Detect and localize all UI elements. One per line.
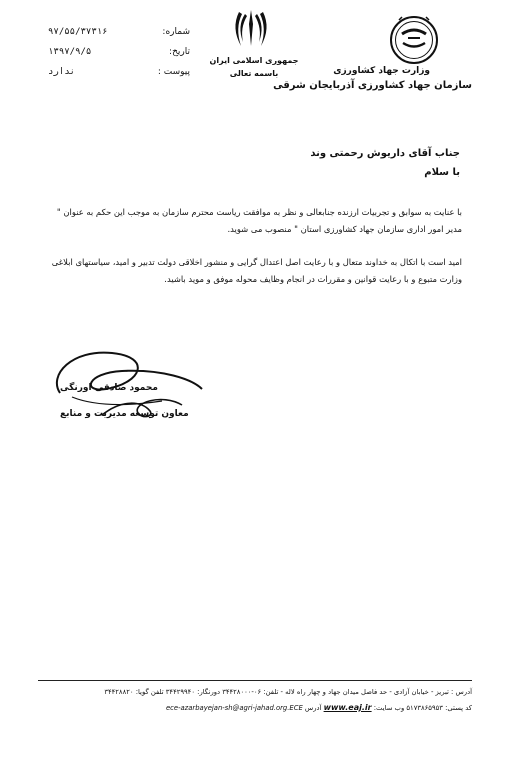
attachment-label: پیوست : <box>157 67 190 77</box>
basmala: باسمه تعالی <box>229 69 279 78</box>
date-value: ۱۳۹۷/۹/۵ <box>48 47 92 57</box>
greeting: با سلام <box>424 167 460 178</box>
jihad-keshavarzi-logo <box>388 12 440 68</box>
number-label: شماره: <box>162 27 190 37</box>
republic-caption: جمهوری اسلامی ایران <box>209 56 299 65</box>
number-value: ۹۷/۵۵/۳۷۳۱۶ <box>48 27 108 37</box>
footer-website-link[interactable]: www.eaj.ir <box>323 703 372 712</box>
footer-contact <box>40 703 472 712</box>
signer-title: معاون توسعه مدیریت و منابع <box>60 409 189 419</box>
letter-date-row <box>40 47 190 63</box>
footer-address: آدرس : تبریز - خیابان آزادی - حد فاصل میدان جهاد و چهار راه لاله - تلفن: ۰۶-۳۴۴۲۸۰۰۰ دورنگار: ۳۴۴۲۹۹۴۰ تلفن گویا: ۳۴۴۲۸۸۲۰ <box>104 688 472 696</box>
signer-name: محمود صادقی اورنگی <box>60 383 158 393</box>
letter-number-row <box>40 27 190 43</box>
addressee: جناب آقای داریوش رحمتی وند <box>310 148 460 159</box>
footer-email-label: آدرس <box>304 704 322 712</box>
footer-divider <box>38 680 472 681</box>
iran-emblem <box>231 6 271 50</box>
body-paragraph-1: با عنایت به سوابق و تجربیات ارزنده جنابعالی و نظر به موافقت ریاست محترم سازمان به موجب این حکم به عنوان " مدیر امور اداری سازمان جهاد کشاورزی استان " منصوب می شوید. <box>56 207 462 234</box>
organization-name: سازمان جهاد کشاورزی آذربایجان شرقی <box>273 80 472 91</box>
footer-postal: کد پستی: ۵۱۷۳۸۶۵۹۵۳ وب سایت: <box>373 704 472 712</box>
body-paragraph-2: امید است با اتکال به خداوند متعال و با رعایت اصل اعتدال گرایی و منشور اخلاقی دولت تدبیر و امید، سیاستهای ابلاغی وزارت متبوع و با رعایت قوانین و مقررات در انجام وظایف محوله موفق و موید باشید. <box>51 257 462 284</box>
date-label: تاریخ: <box>169 47 190 57</box>
ministry-name: وزارت جهاد کشاورزی <box>333 66 430 76</box>
attachment-row <box>40 67 190 83</box>
footer-email-link[interactable]: ece-azarbayejan-sh@agri-jahad.org.ECE <box>165 704 303 712</box>
attachment-value: ندارد <box>48 67 76 77</box>
